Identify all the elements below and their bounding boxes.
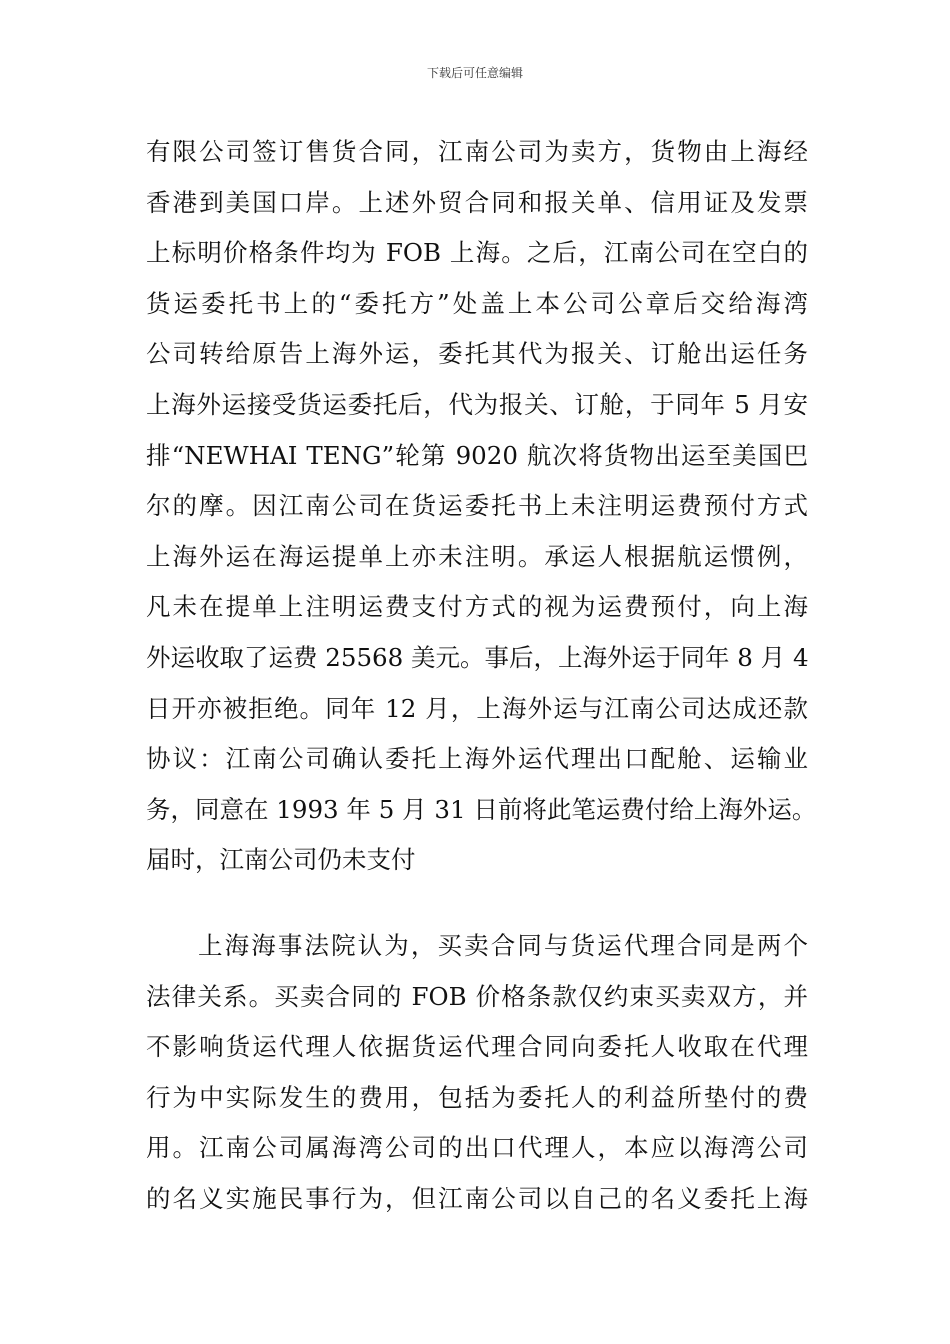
text-line: 用。江南公司属海湾公司的出口代理人，本应以海湾公司	[146, 1133, 808, 1163]
text-line: 上标明价格条件均为 FOB 上海。之后，江南公司在空白的	[146, 238, 808, 268]
text-line: 上海海事法院认为，买卖合同与货运代理合同是两个	[198, 931, 808, 960]
text-line: 法律关系。买卖合同的 FOB 价格条款仅约束买卖双方，并	[146, 981, 808, 1011]
text-line: 上海外运接受货运委托后，代为报关、订舱，于同年 5 月安	[146, 389, 808, 419]
text-line: 香港到美国口岸。上述外贸合同和报关单、信用证及发票	[146, 187, 808, 217]
text-line: 届时，江南公司仍未支付	[146, 845, 416, 875]
text-line: 务，同意在 1993 年 5 月 31 日前将此笔运费付给上海外运。	[146, 794, 817, 824]
page-header: 下载后可任意编辑	[426, 66, 523, 80]
text-line: 协议：江南公司确认委托上海外运代理出口配舱、运输业	[146, 744, 808, 774]
text-line: 货运委托书上的“委托方”处盖上本公司公章后交给海湾	[146, 288, 808, 318]
text-line: 公司转给原告上海外运，委托其代为报关、订舱出运任务	[146, 339, 808, 369]
paragraph-1	[146, 127, 817, 886]
text-line: 日开亦被拒绝。同年 12 月，上海外运与江南公司达成还款	[146, 693, 808, 723]
text-line: 行为中实际发生的费用，包括为委托人的利益所垫付的费	[146, 1082, 808, 1112]
text-line: 外运收取了运费 25568 美元。事后，上海外运于同年 8 月 4	[146, 642, 809, 672]
text-line: 不影响货运代理人依据货运代理合同向委托人收取在代理	[146, 1032, 808, 1062]
text-line: 的名义实施民事行为，但江南公司以自己的名义委托上海	[146, 1183, 808, 1213]
paragraph-2	[146, 921, 808, 1225]
text-line: 上海外运在海运提单上亦未注明。承运人根据航运惯例，	[146, 541, 808, 571]
text-line: 排“NEWHAI TENG”轮第 9020 航次将货物出运至美国巴	[146, 440, 808, 470]
text-line: 尔的摩。因江南公司在货运委托书上未注明运费预付方式	[146, 491, 808, 521]
text-line: 凡未在提单上注明运费支付方式的视为运费预付，向上海	[146, 592, 808, 622]
text-line: 有限公司签订售货合同，江南公司为卖方，货物由上海经	[146, 137, 808, 166]
